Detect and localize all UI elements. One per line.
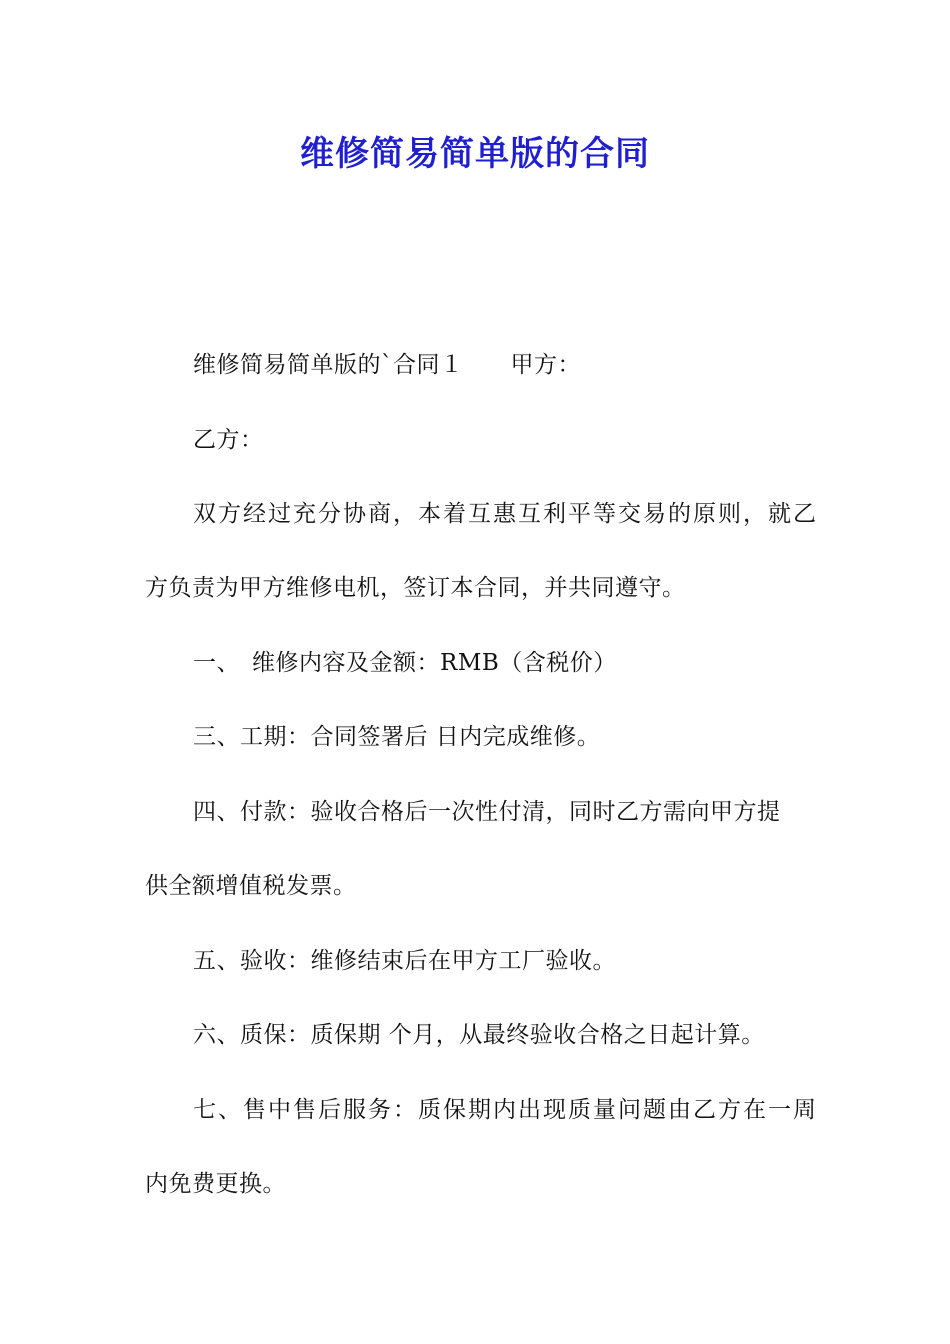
clause-1-repair-content: 一、 维修内容及金额：RMB（含税价） bbox=[193, 650, 617, 676]
intro-paragraph-line-2: 方负责为甲方维修电机，签订本合同，并共同遵守。 bbox=[145, 575, 686, 601]
clause-7-service-line-2: 内免费更换。 bbox=[145, 1171, 286, 1197]
clause-6-warranty: 六、质保：质保期 个月，从最终验收合格之日起计算。 bbox=[193, 1022, 765, 1048]
clause-4-payment-line-1: 四、付款：验收合格后一次性付清，同时乙方需向甲方提 bbox=[193, 799, 781, 825]
clause-7-service-line-1: 七、售中售后服务：质保期内出现质量问题由乙方在一周 bbox=[193, 1097, 818, 1123]
document-title: 维修简易简单版的合同 bbox=[300, 134, 650, 174]
contract-heading-party-a: 维修简易简单版的`合同１ 甲方： bbox=[193, 352, 581, 378]
intro-paragraph-line-1: 双方经过充分协商，本着互惠互利平等交易的原则，就乙 bbox=[193, 501, 818, 527]
clause-5-acceptance: 五、验收：维修结束后在甲方工厂验收。 bbox=[193, 948, 616, 974]
party-b-line: 乙方： bbox=[193, 427, 264, 453]
clause-4-payment-line-2: 供全额增值税发票。 bbox=[145, 873, 357, 899]
clause-3-duration: 三、工期：合同签署后 日内完成维修。 bbox=[193, 724, 601, 750]
